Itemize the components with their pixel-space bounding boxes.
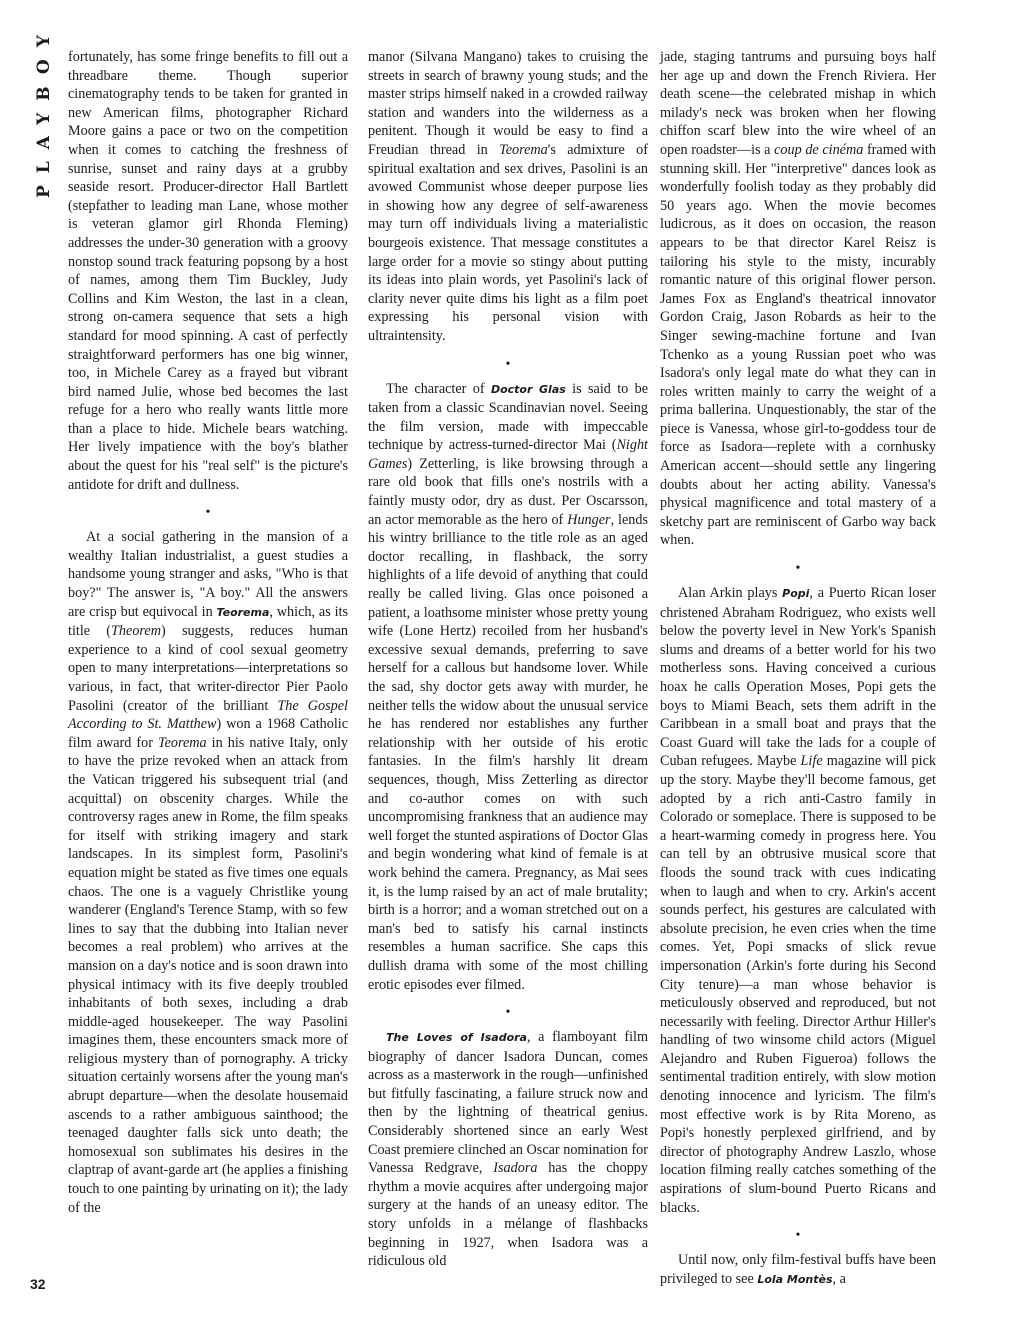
page-number: 32 bbox=[30, 1276, 46, 1292]
text-run: Until now, only film-festival buffs have been privileged to see bbox=[660, 1252, 936, 1287]
text-run: , a Puerto Rican loser christened Abraham Rodriguez, who exists well below the poverty level in New York's Spanish slums and dreams of a better world for his two motherless sons. Having conceived a curious hoax he calls Operation Moses, Popi gets the boys to Miami Beach, sets them adrift in the Caribbean in a small boat and prays that the Coast Guard will take the lads for a couple of Cuban refugees. Maybe bbox=[660, 585, 937, 770]
text-run: ) suggests, reduces human experience to a kind of cool sexual geometry open to many interpretations—interpretations so various, in fact, that writer-director Pier Paolo Pasolini (creator of the brilliant bbox=[68, 623, 349, 714]
film-title: Doctor Glas bbox=[490, 382, 566, 396]
italic-title: Teorema bbox=[499, 141, 548, 158]
text-run: The character of bbox=[386, 380, 491, 397]
text-run: jade, staging tantrums and pursuing boys half her age up and down the French Riviera. Her death scene—the celebrated mishap in which milady's neck was broken when her flowing chiffon scarf blew into the wire wheel of an open roadster—is a bbox=[660, 49, 936, 158]
paragraph bbox=[660, 584, 936, 1217]
text-run: , a bbox=[832, 1270, 846, 1287]
text-run: ) Zetterling, is like browsing through a rare old book that fills one's nostrils with a faintly musty odor, dry as dust. Per Oscarsson, an actor memorable as the hero of bbox=[368, 455, 648, 528]
film-title: The Loves of Isadora bbox=[386, 1031, 527, 1045]
italic-title: Teorema bbox=[158, 734, 207, 751]
text-run: in his native Italy, only to have the prize revoked when an attack from the Vatican triggered his subsequent trial (and acquittal) on obscenity charges. While the controversy rages anew in Rome, the film speaks for itself with striking imagery and stark landscapes. In its simplest form, Pasolini's equation might be stated as five times one equals chaos. The one is a vaguely Christlike young wanderer (England's Terence Stamp, with so few lines to say that the dubbing into Italian never becomes a real problem) who arrives at the mansion on a day's notice and is soon drawn into physical intimacy with its five deeply troubled inhabitants of both sexes, including a drab middle-aged housekeeper. The way Pasolini imagines them, these encounters smack more of religious mystery than of pornography. A tricky situation certainly worsens after the young man's abrupt departure—when the desolate housemaid ascends to a rather ambiguous sainthood; the teenaged daughter falls sick unto death; the homosexual son sublimates his desires in the claptrap of avant-garde art (he applies a finishing touch to one painting by urinating on it); the lady of the bbox=[68, 734, 348, 1216]
column-3 bbox=[660, 48, 936, 1289]
masthead bbox=[30, 23, 60, 198]
text-run: has the choppy rhythm a movie acquires after undergoing major surgery at the hands of an uneasy editor. The story unfolds in a mélange of flashbacks beginning in 1927, when Isadora was a ridiculous old bbox=[368, 1160, 648, 1270]
italic-title: Life bbox=[800, 753, 823, 770]
paragraph: fortunately, has some fringe benefits to fill out a threadbare theme. Though superior cinematography tends to be taken for granted in new American films, photographer Richard Moore gains a pace or two on the competition when it comes to catching the freshness of sunrise, sunset and rainy days at a grubby seaside resort. Producer-director Hall Bartlett (stepfather to leading man Lane, whose mother is veteran glamor girl Rhonda Fleming) addresses the under-30 generation with a groovy nonstop sound track featuring popsong by a host of names, among them Tim Buckley, Judy Collins and Kim Weston, the last in a clean, strong on-camera sequence that sets a high standard for mood spinning. A cast of perfectly straightforward performers has one big winner, too, in Michele Carey as a frayed but vibrant bird named Julie, whose bed becomes the last refuge for a hero who really wants little more than a place to hide. Michele bears watching. Her lively impatience with the boy's blather about the quest for his "real self" is the picture's antidote for drift and dullness. bbox=[68, 49, 348, 493]
italic-title: Theorem bbox=[111, 623, 161, 640]
section-separator: • bbox=[795, 1228, 801, 1244]
paragraph bbox=[68, 528, 348, 1217]
text-run: framed with stunning skill. Her "interpretive" dances look as wonderfully foolish today as they probably did 50 years ago. When the movie becomes ludicrous, as it does on occasion, the reason appears to be that director Karel Reisz is tailoring his style to the misty, incurably romantic nature of this original flower person. James Fox as England's theatrical innovator Gordon Craig, Jason Robards as heir to the Singer sewing-machine fortune and Ivan Tchenko as a young Russian poet who was Isadora's only legal mate do what they can in roles written mainly to carry the weight of a prima ballerina. Unquestionably, the star of the piece is Vanessa, whose girl-to-goddess tour de force as Isadora—replete with a cornhusky American accent—should settle any lingering doubts about her acting ability. Vanessa's physical magnificence and total mastery of a sketchy part are reminiscent of Garbo way back when. bbox=[660, 141, 936, 549]
italic-title: Isadora bbox=[493, 1160, 538, 1177]
film-title: Popi bbox=[782, 587, 810, 601]
text-run: , lends his wintry brilliance to the title role as an aged doctor recalling, in flashback, the sorry highlights of a life devoid of anything that could really be called living. Glas once poisoned a patient, a loathsome minister whose pretty young wife (Lone Hertz) recoiled from her husband's excessive sexual demands, preferring to save herself for a callous but handsome lover. While the sad, shy doctor gets away with murder, he neither tells the widow about the unusual service he has rendered nor establishes any further relationship with her outside of his erotic fantasies. In the film's harshly lit dream sequences, though, Miss Zetterling as director and co-author comes on with such uncompromising frankness that an audience may well forget the stunted aspirations of Doctor Glas and begin wondering what kind of female is at work behind the camera. Pregnancy, as Mai sees it, is the lump raised by an act of male brutality; birth is a horror; and a woman stretched out on a man's bed to satisfy his carnal instincts resembles a human sacrifice. She caps this dullish drama with some of the most chilling erotic episodes ever filmed. bbox=[368, 511, 648, 993]
paragraph bbox=[368, 1028, 648, 1271]
film-title: Teorema bbox=[216, 605, 270, 619]
masthead-text: PLAYBOY bbox=[34, 23, 54, 198]
section-separator: • bbox=[795, 561, 801, 577]
column-2 bbox=[368, 48, 648, 1271]
text-run: magazine will pick up the story. Maybe they'll become famous, get adopted by a rich anti-Castro family in Colorado or someplace. There is supposed to be a heart-warming comedy in progress here. You can tell by an obtrusive musical score that floods the sound track with cues indicating when to laugh and when to cry. Arkin's accent sounds perfect, his gestures are calculated with absolute precision, he even cries when the time comes. Yet, Popi smacks of slick revue impersonation (Arkin's forte during his Second City tenure)—a man whose behavior is meticulously observed and reproduced, but not necessarily with feeling. Director Arthur Hiller's handling of two winsome child actors (Miguel Alejandro and Ruben Figueroa) follows the sentimental tradition entirely, with slow motion denoting innocence and lyricism. The film's most effective work is by Rita Moreno, as Popi's honestly perplexed girlfriend, and by director of photography Andrew Laszlo, whose location filming really catches something of the aspirations of slum-bound Puerto Ricans and blacks. bbox=[660, 753, 936, 1216]
text-run: Alan Arkin plays bbox=[678, 585, 783, 602]
paragraph bbox=[368, 48, 648, 346]
film-title: Lola Montès bbox=[757, 1272, 833, 1286]
italic-title: Hunger bbox=[567, 511, 611, 528]
italic-title: Night Games bbox=[368, 437, 648, 472]
text-run: , a flamboyant film biography of dancer Isadora Duncan, comes across as a masterwork in the rough—unfinished but fitfully fascinating, a failure struck now and then by the lightning of theatrical genius. Considerably shortened since an early West Coast premiere clinched an Oscar nomination for Vanessa Redgrave, bbox=[368, 1029, 648, 1177]
column-1 bbox=[68, 48, 348, 1217]
paragraph bbox=[368, 380, 648, 995]
italic-title: The Gospel According to St. Matthew bbox=[68, 697, 349, 733]
text-run: 's admixture of spiritual exaltation and sex drives, Pasolini is an avowed Communist whose deeper purpose lies in showing how any degree of self-awareness may turn off individuals living a materialistic bourgeois existence. That message constitutes a large order for a movie so stingy about putting its ideas into plain words, yet Pasolini's lack of clarity never quite dims his light as a film poet expressing his personal vision with ultraintensity. bbox=[368, 141, 648, 344]
text-run: manor (Silvana Mangano) takes to cruising the streets in search of brawny young studs; and the master strips himself naked in a crowded railway station and wanders into the wilderness as a penitent. Though it would be easy to find a Freudian thread in bbox=[368, 49, 648, 158]
paragraph bbox=[660, 1251, 936, 1289]
text-run: , which, as its title ( bbox=[68, 603, 348, 640]
section-separator: • bbox=[505, 356, 511, 372]
section-separator: • bbox=[505, 1005, 511, 1021]
text-run: is said to be taken from a classic Scandinavian novel. Seeing the film version, made with impeccable technique by actress-turned-director Mai ( bbox=[368, 380, 648, 454]
paragraph bbox=[660, 48, 936, 550]
text-run: ) won a 1968 Catholic film award for bbox=[68, 716, 349, 751]
section-separator: • bbox=[205, 505, 211, 521]
text-run: At a social gathering in the mansion of a wealthy Italian industrialist, a guest studies a handsome young stranger and asks, "Who is that boy?" The answer is, "A boy." All the answers are crisp but equivocal in bbox=[68, 529, 348, 620]
italic-title: coup de cinéma bbox=[774, 141, 864, 158]
